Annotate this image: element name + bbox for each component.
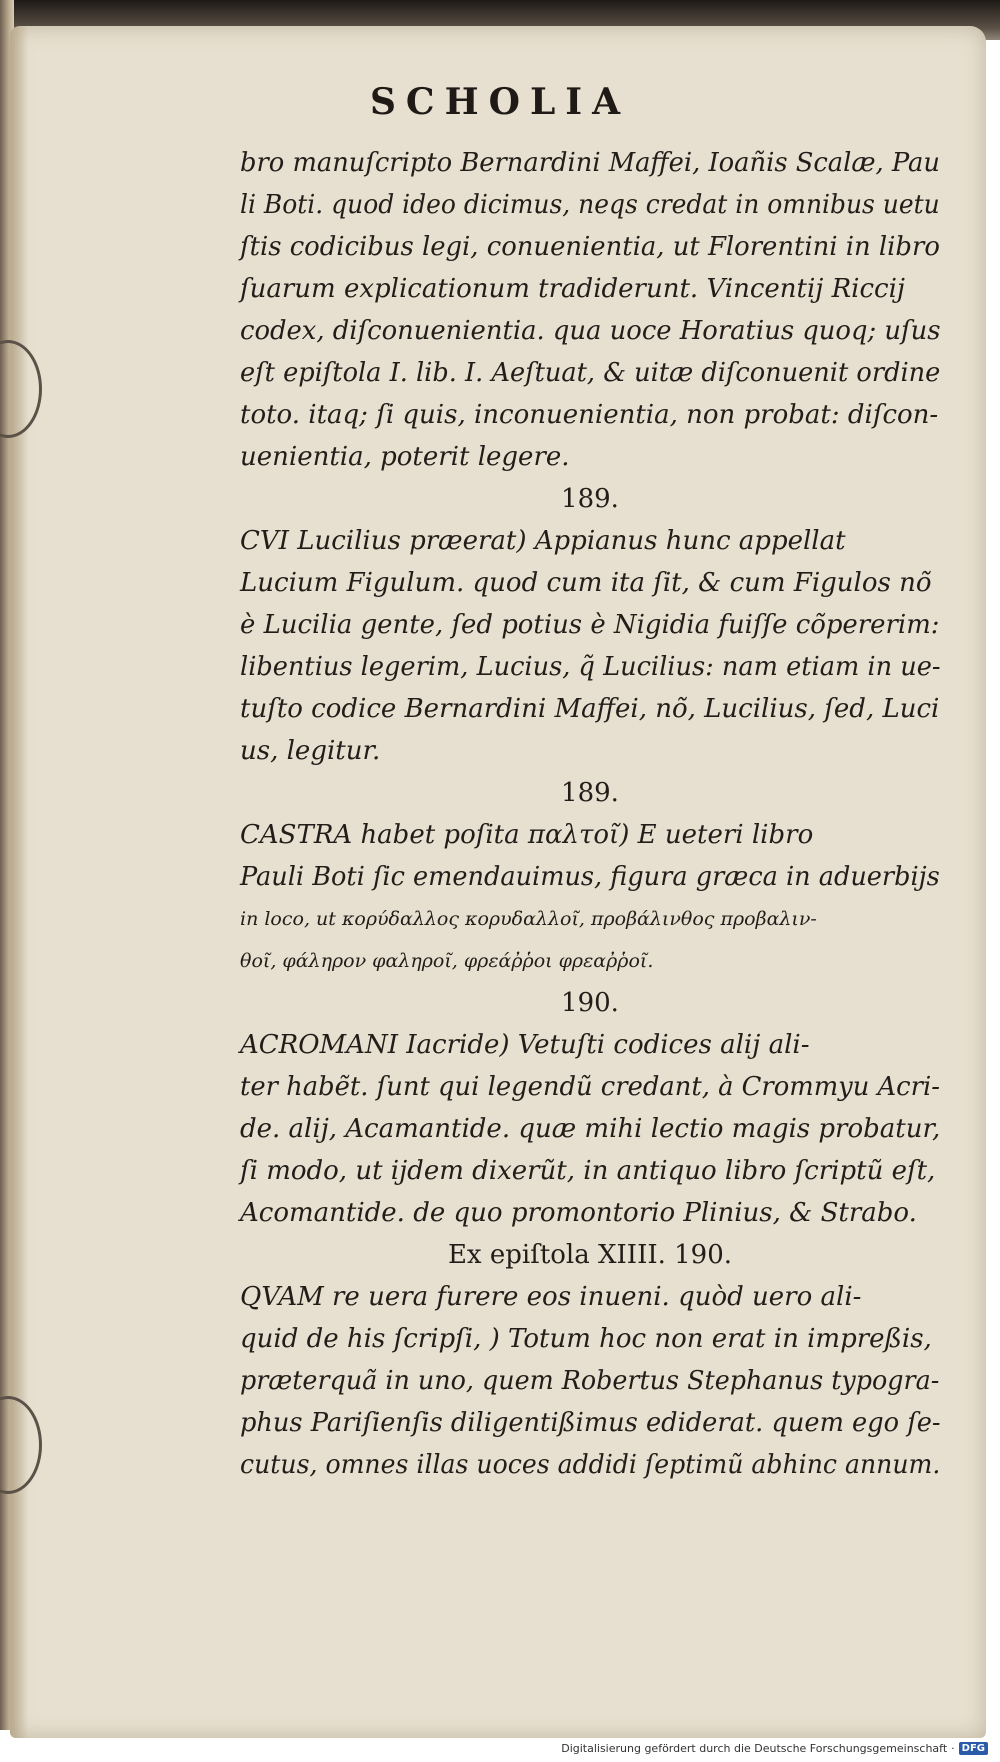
text-line: ſuarum explicationum tradiderunt. Vincentij Riccij bbox=[240, 274, 905, 304]
section-heading: Ex epiſtola XIIII. 190. bbox=[447, 1240, 733, 1270]
text-line: Lucium Figulum. quod cum ita ſit, & cum Figulos nõ bbox=[240, 568, 932, 598]
text-line: ſtis codicibus legi, conuenientia, ut Florentini in libro bbox=[240, 232, 940, 262]
text-line: QVAM re uera furere eos inueni. quòd uero ali- bbox=[240, 1282, 862, 1312]
dfg-logo-icon: DFG bbox=[959, 1742, 988, 1755]
credit-text: Digitalisierung gefördert durch die Deutsche Forschungsgemeinschaft bbox=[561, 1742, 948, 1755]
text-line: Pauli Boti ſic emendauimus, figura græca in aduerbijs bbox=[240, 862, 940, 892]
text-line: cutus, omnes illas uoces addidi ſeptimũ abhinc annum. bbox=[240, 1450, 941, 1480]
text-line: CVI Lucilius præerat) Appianus hunc appellat bbox=[240, 526, 846, 556]
text-line: uenientia, poterit legere. bbox=[240, 442, 570, 472]
text-line: li Boti. quod ideo dicimus, neqs credat in omnibus uetu bbox=[240, 190, 940, 220]
section-number: 189. bbox=[561, 778, 619, 808]
text-line: toto. itaq; ſi quis, inconuenientia, non probat: diſcon- bbox=[240, 400, 939, 430]
text-line: codex, diſconuenientia. qua uoce Horatius quoq; uſus bbox=[240, 316, 941, 346]
running-header: SCHOLIA bbox=[369, 81, 631, 123]
text-line-greek: θοῖ, φάληρον φαληροῖ, φρεάῤῥοι φρεαῤῥοῖ. bbox=[240, 950, 654, 972]
text-line: de. alij, Acamantide. quæ mihi lectio magis probatur, bbox=[240, 1114, 941, 1144]
text-line: CASTRA habet poſita παλτοῖ) E ueteri libro bbox=[240, 820, 814, 850]
text-line: ſi modo, ut ijdem dixerũt, in antiquo libro ſcriptũ eſt, bbox=[240, 1156, 936, 1186]
text-line: præterquã in uno, quem Robertus Stephanus typogra- bbox=[240, 1366, 940, 1396]
text-line: quid de his ſcripſi, ) Totum hoc non erat in impreßis, bbox=[240, 1324, 932, 1354]
text-line-greek: in loco, ut κορύδαλλος κορυδαλλοῖ, προβάλινθος προβαλιν- bbox=[240, 908, 817, 930]
section-number: 190. bbox=[561, 988, 619, 1018]
text-line: us, legitur. bbox=[240, 736, 381, 766]
text-line: tuſto codice Bernardini Maffei, nõ, Lucilius, ſed, Luci bbox=[240, 694, 940, 724]
text-line: phus Pariſienſis diligentißimus ediderat. quem ego ſe- bbox=[240, 1408, 941, 1438]
text-line: ter habẽt. ſunt qui legendũ credant, à Crommyu Acri- bbox=[240, 1072, 940, 1102]
text-line: eſt epiſtola I. lib. I. Aeſtuat, & uitæ diſconuenit ordine bbox=[240, 358, 941, 388]
text-line: Acomantide. de quo promontorio Plinius, & Strabo. bbox=[240, 1198, 917, 1228]
page-text bbox=[240, 142, 940, 1486]
section-number: 189. bbox=[561, 484, 619, 514]
text-line: è Lucilia gente, ſed potius è Nigidia fuiſſe cõpererim: bbox=[240, 610, 940, 640]
text-line: bro manuſcripto Bernardini Maffei, Ioañis Scalæ, Pau bbox=[240, 148, 940, 178]
text-line: libentius legerim, Lucius, q̃ Lucilius: nam etiam in ue- bbox=[240, 652, 941, 682]
text-line: ACROMANI Iacride) Vetuſti codices alij ali- bbox=[240, 1030, 810, 1060]
digitization-credit: Digitalisierung gefördert durch die Deutsche Forschungsgemeinschaft · DFG bbox=[561, 1742, 988, 1755]
